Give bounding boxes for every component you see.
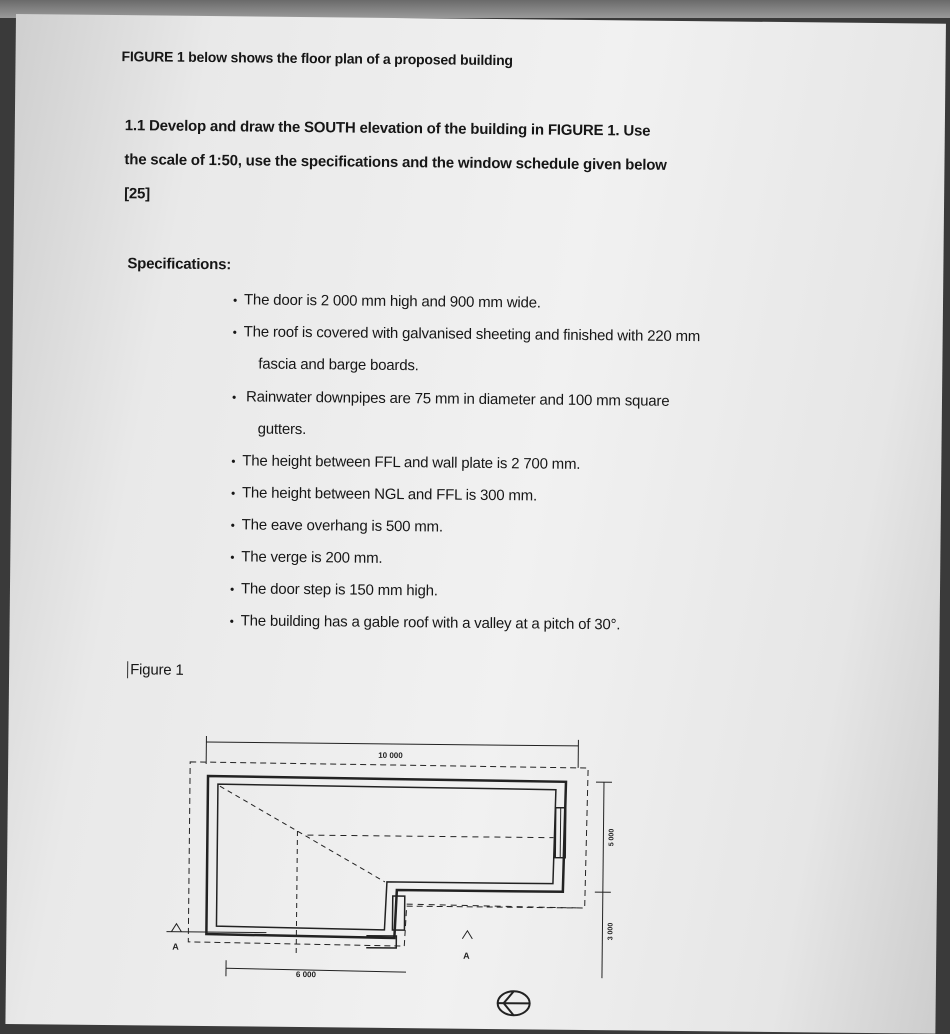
bullet-icon: • bbox=[230, 614, 234, 628]
section-label-left: A bbox=[172, 942, 179, 952]
ridge-line bbox=[307, 835, 553, 838]
bullet-icon: • bbox=[231, 518, 235, 532]
bullet-icon: • bbox=[233, 293, 237, 307]
bottom-dimension-label: 6 000 bbox=[296, 970, 317, 979]
bullet-icon: • bbox=[232, 390, 236, 404]
spec-item-continued: fascia and barge boards. bbox=[258, 356, 418, 375]
north-arrow-icon bbox=[494, 987, 534, 1019]
bullet-icon: • bbox=[231, 486, 235, 500]
spec-item: The verge is 200 mm. bbox=[241, 548, 382, 566]
outer-wall bbox=[206, 776, 566, 940]
spec-item-continued: gutters. bbox=[258, 421, 307, 439]
right-dimension-label-upper: 5 000 bbox=[608, 829, 615, 847]
marks-label: [25] bbox=[124, 185, 150, 202]
question-line-2: the scale of 1:50, use the specifications and the window schedule given below bbox=[124, 151, 666, 174]
specifications-heading: Specifications: bbox=[127, 255, 231, 273]
bullet-icon: • bbox=[230, 582, 234, 596]
spec-item: The roof is covered with galvanised sheeting and finished with 220 mm bbox=[244, 323, 701, 345]
section-arrow-left bbox=[171, 924, 181, 932]
bullet-icon: • bbox=[230, 550, 234, 564]
question-line-1: 1.1 Develop and draw the SOUTH elevation of the building in FIGURE 1. Use bbox=[125, 117, 651, 140]
spec-item: The door is 2 000 mm high and 900 mm wide. bbox=[244, 291, 541, 311]
top-dimension-line bbox=[206, 742, 578, 746]
floor-plan-drawing bbox=[165, 724, 628, 1029]
bullet-icon: • bbox=[233, 325, 237, 339]
figure-label: Figure 1 bbox=[127, 661, 184, 679]
document-page bbox=[5, 14, 946, 1034]
inner-wall bbox=[216, 784, 555, 932]
spec-item: The door step is 150 mm high. bbox=[241, 580, 438, 599]
spec-item: The height between NGL and FFL is 300 mm. bbox=[242, 484, 537, 504]
right-dimension-label-lower: 3 000 bbox=[607, 923, 614, 941]
spec-item: The height between FFL and wall plate is 2 700 mm. bbox=[242, 452, 580, 473]
valley-line bbox=[219, 786, 386, 882]
top-dimension-label: 10 000 bbox=[378, 751, 403, 760]
right-dimension-line bbox=[602, 782, 604, 978]
section-arrow-right bbox=[462, 931, 472, 939]
spec-item: The eave overhang is 500 mm. bbox=[242, 516, 443, 535]
bullet-icon: • bbox=[231, 454, 235, 468]
spec-item: The building has a gable roof with a valley at a pitch of 30°. bbox=[241, 612, 621, 633]
figure-heading: FIGURE 1 below shows the floor plan of a proposed building bbox=[121, 48, 512, 68]
spec-item: Rainwater downpipes are 75 mm in diameter and 100 mm square bbox=[246, 388, 670, 409]
section-label-right: A bbox=[463, 951, 470, 961]
